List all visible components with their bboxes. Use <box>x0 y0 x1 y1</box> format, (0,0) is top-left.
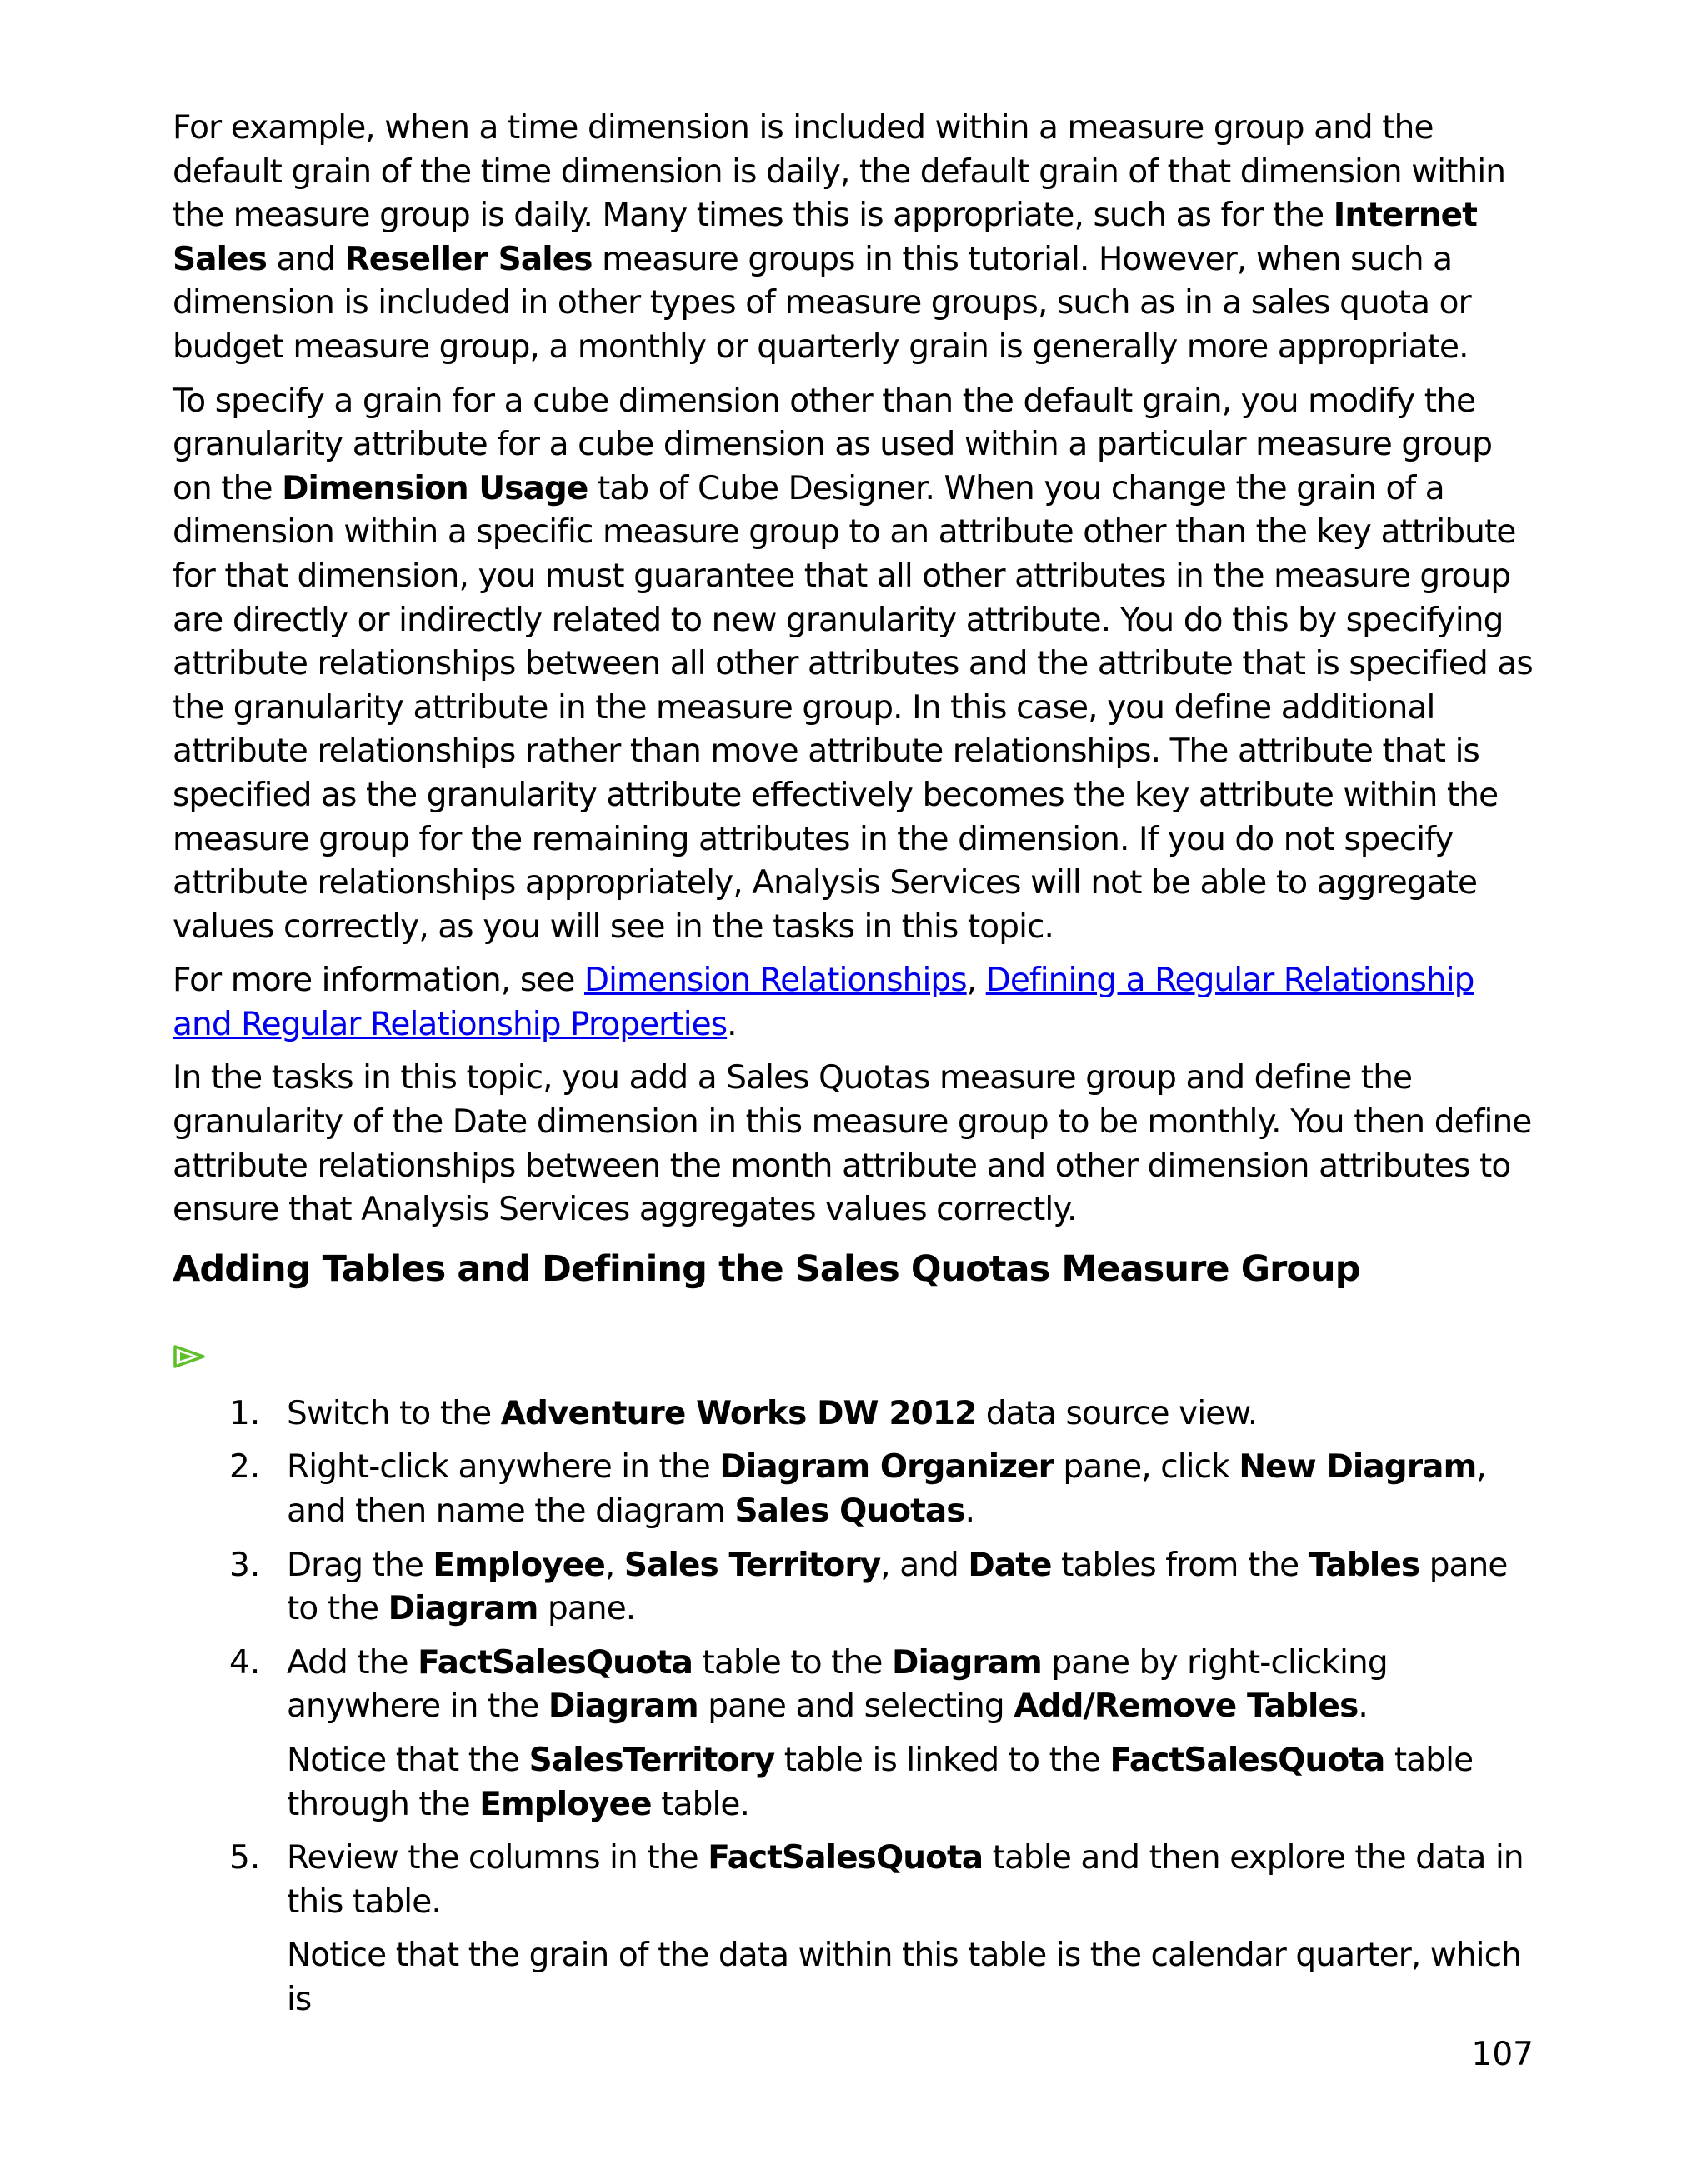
bold-term: Tables <box>1308 1546 1420 1584</box>
text-run: . <box>1358 1687 1368 1726</box>
green-arrow-icon <box>173 1344 206 1369</box>
text-run: Switch to the <box>287 1394 501 1432</box>
step-number: 4. <box>229 1643 261 1682</box>
text-run: For example, when a time dimension is included within a measure group and the default grain of the time dimension is daily, the default grain of that dimension within the measure group is daily. Many times this is appropriate, such as for the <box>173 109 1506 235</box>
bold-term: Sales Territory <box>623 1546 881 1584</box>
list-item <box>173 1642 1539 1827</box>
bold-term: Sales Quotas <box>734 1492 965 1531</box>
text-run: table. <box>651 1785 750 1823</box>
bold-term: Add/Remove Tables <box>1014 1687 1359 1726</box>
page-number: 107 <box>1471 2036 1534 2073</box>
bold-term: Employee <box>433 1546 605 1584</box>
bold-term: Diagram Organizer <box>719 1448 1054 1487</box>
text-run: pane. <box>538 1590 636 1628</box>
text-run: , <box>604 1546 624 1584</box>
bold-term: SalesTerritory <box>528 1742 775 1779</box>
bold-term: Dimension Usage <box>282 469 588 507</box>
text-run: tables from the <box>1051 1546 1309 1584</box>
text-run: table through the <box>287 1742 1474 1823</box>
list-item <box>173 1837 1539 2022</box>
list-item <box>173 1392 1539 1437</box>
text-run: Notice that the <box>287 1742 529 1779</box>
step-text <box>287 1642 1539 1729</box>
bold-term: Employee <box>479 1785 652 1823</box>
text-run: To specify a grain for a cube dimension other than the default grain, you modify the granularity attribute for a cube dimension as used within a particular measure group on the <box>173 382 1493 507</box>
procedure-steps <box>173 1392 1539 2022</box>
list-item <box>173 1446 1539 1533</box>
step-number: 2. <box>229 1448 261 1487</box>
text-run: pane and selecting <box>698 1687 1014 1726</box>
text-run: pane to the <box>287 1546 1508 1628</box>
bold-term: New Diagram <box>1239 1448 1477 1487</box>
bold-term: Diagram <box>548 1687 698 1726</box>
step-number: 3. <box>229 1546 261 1584</box>
text-run: Add the <box>287 1643 418 1682</box>
text-run: , and <box>880 1546 969 1584</box>
bold-term: FactSalesQuota <box>1109 1742 1385 1779</box>
paragraph-granularity-attribute <box>173 380 1539 950</box>
bold-term: FactSalesQuota <box>418 1643 693 1682</box>
step-text <box>287 1446 1539 1533</box>
procedure-marker <box>173 1344 1539 1377</box>
section-heading: Adding Tables and Defining the Sales Quotas Measure Group <box>173 1247 1360 1290</box>
bold-term: Reseller Sales <box>344 240 593 278</box>
bold-term: Date <box>968 1546 1052 1584</box>
step-note <box>287 1739 1539 1827</box>
step-text <box>287 1544 1539 1632</box>
text-run: Review the columns in the <box>287 1839 708 1877</box>
text-run: , <box>966 962 986 1000</box>
text-run: pane by right-clicking anywhere in the <box>287 1643 1388 1726</box>
text-run: table is linked to the <box>774 1742 1110 1779</box>
paragraph-tasks-intro: In the tasks in this topic, you add a Sales Quotas measure group and define the granularity of the Date dimension in this measure group to be monthly. You then define attribute relationships between the month attribute and other dimension attributes to ensure that Analysis Services aggregates values correctly. <box>173 1059 1532 1229</box>
document-page <box>173 107 1539 2032</box>
bold-term: Adventure Works DW 2012 <box>500 1394 977 1432</box>
step-number: 1. <box>229 1394 261 1432</box>
text-run: Right-click anywhere in the <box>287 1448 720 1487</box>
link-dimension-relationships[interactable]: Dimension Relationships <box>583 962 967 1000</box>
bold-term: Diagram <box>388 1590 538 1628</box>
text-run: . <box>964 1492 975 1531</box>
step-note: Notice that the grain of the data within this table is the calendar quarter, which is <box>287 1937 1521 2018</box>
text-run: tab of Cube Designer. When you change the grain of a dimension within a specific measure group to an attribute other than the key attribute for that dimension, you must guarantee that all other attributes in the measure group are directly or indirectly related to new granularity attribute. You do this by specifying attribute relationships between all other attributes and the attribute that is specified as the granularity attribute in the measure group. In this case, you define additional attribute relationships rather than move attribute relationships. The attribute that is specified as the granularity attribute effectively becomes the key attribute within the measure group for the remaining attributes in the dimension. If you do not specify attribute relationships appropriately, Analysis Services will not be able to aggregate values correctly, as you will see in the tasks in this topic. <box>173 469 1533 946</box>
step-text <box>287 1837 1539 1924</box>
text-run: , and then name the diagram <box>287 1448 1486 1531</box>
text-run: table and then explore the data in this table. <box>287 1839 1524 1921</box>
text-run: table to the <box>693 1643 892 1682</box>
paragraph-more-information <box>173 959 1539 1047</box>
step-number: 5. <box>229 1839 261 1877</box>
text-run: measure groups in this tutorial. However, when such a dimension is included in other types of measure groups, such as in a sales quota or budget measure group, a monthly or quarterly grain is generally more appropriate. <box>173 240 1471 366</box>
text-run: data source view. <box>976 1394 1258 1432</box>
paragraph-time-dimension-grain <box>173 107 1539 370</box>
text-run: Drag the <box>287 1546 433 1584</box>
text-run: . <box>727 1005 737 1043</box>
bold-term: FactSalesQuota <box>708 1839 984 1877</box>
text-run: and <box>266 240 345 278</box>
text-run: For more information, see <box>173 962 584 1000</box>
bold-term: Internet Sales <box>173 197 1477 278</box>
text-run: pane, click <box>1053 1448 1239 1487</box>
link-defining-regular-relationship[interactable]: Defining a Regular Relationship and Regular Relationship Properties <box>173 962 1474 1043</box>
bold-term: Diagram <box>891 1643 1042 1682</box>
step-text <box>287 1392 1539 1437</box>
list-item <box>173 1544 1539 1632</box>
